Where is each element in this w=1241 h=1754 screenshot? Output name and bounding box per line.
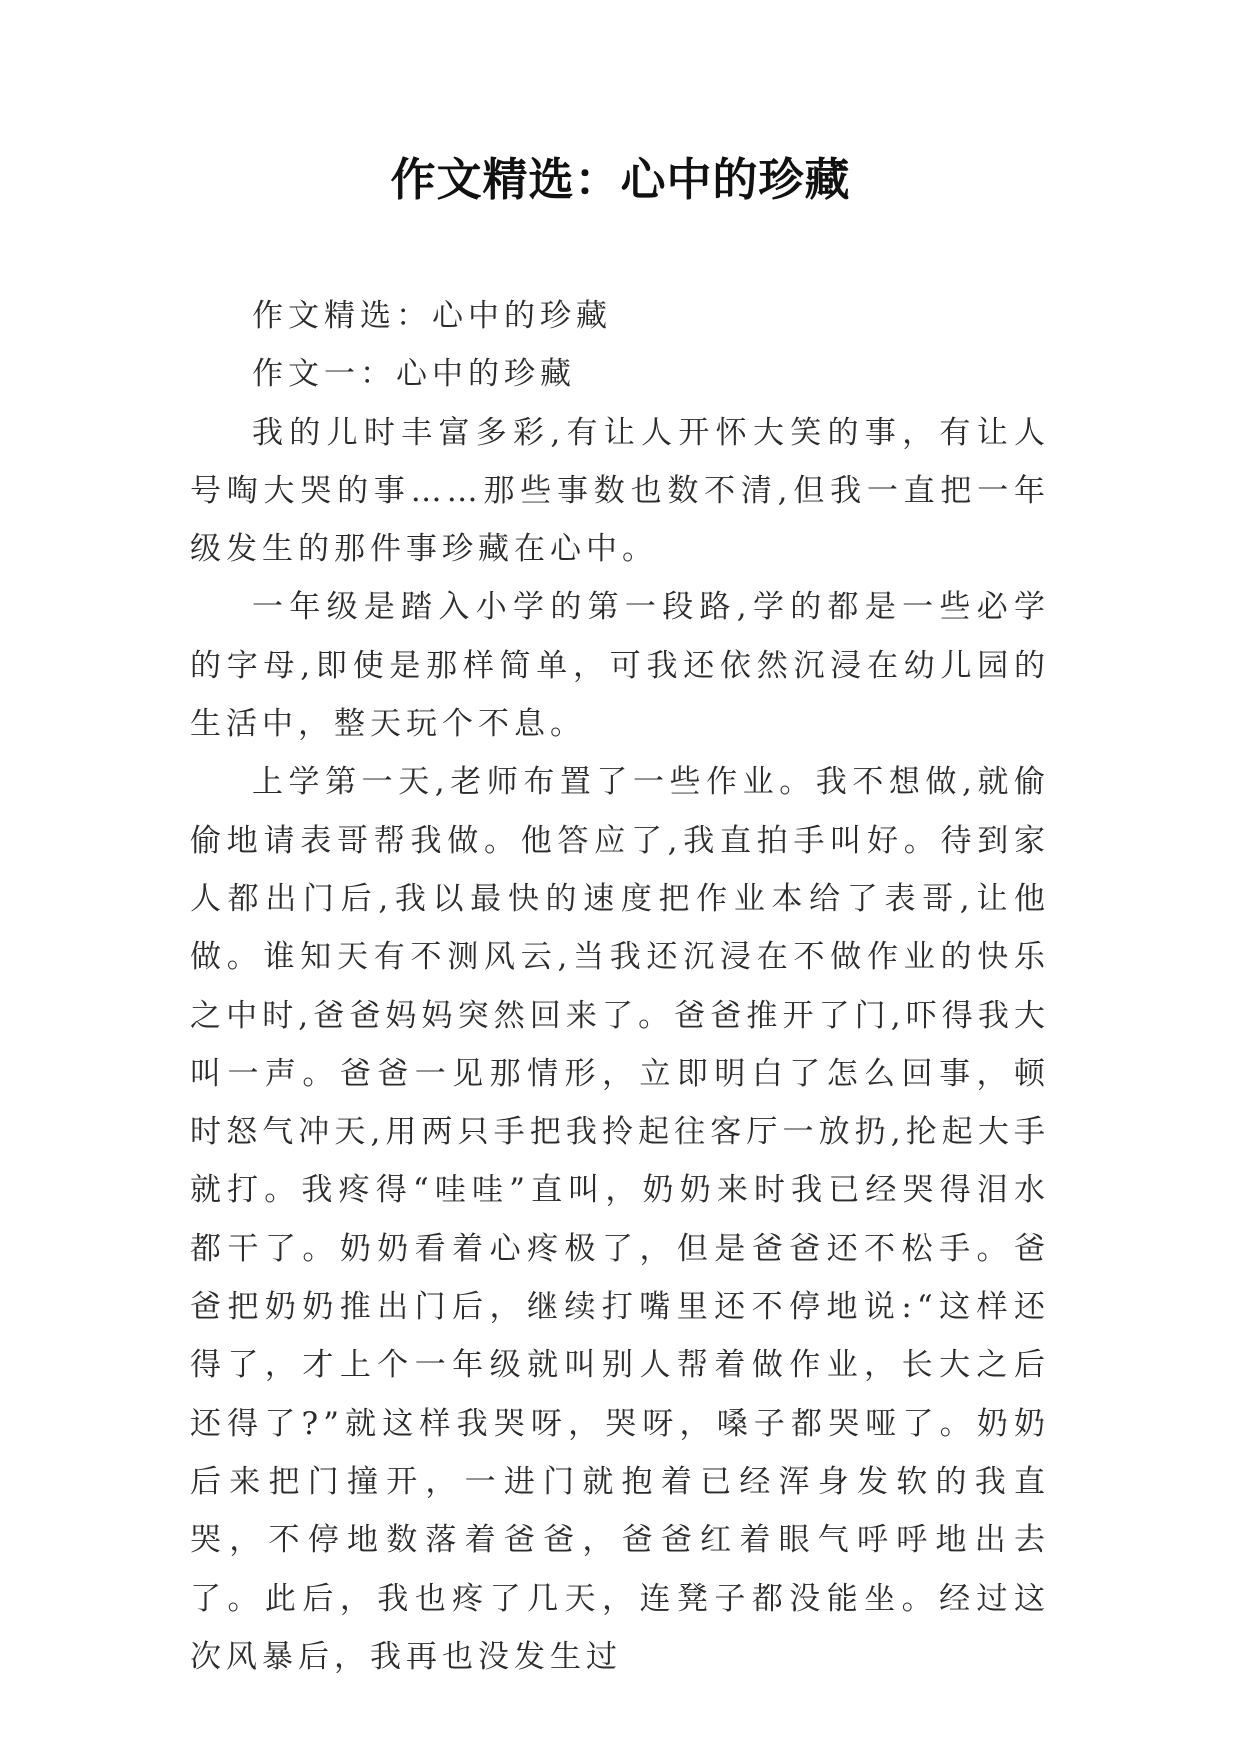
document-title: 作文精选：心中的珍藏 <box>390 153 851 206</box>
document-body <box>190 287 1050 1686</box>
paragraph-first-grade: 一年级是踏入小学的第一段路,学的都是一些必学的字母,即使是那样简单，可我还依然沉浸在幼儿园的生活中，整天玩个不息。 <box>190 589 1050 743</box>
paragraph-heading-repeat: 作文精选：心中的珍藏 <box>252 298 612 334</box>
paragraph-essay-one-title: 作文一：心中的珍藏 <box>252 356 576 393</box>
paragraph-homework-story: 上学第一天,老师布置了一些作业。我不想做,就偷偷地请表哥帮我做。他答应了,我直拍手叫好。待到家人都出门后,我以最快的速度把作业本给了表哥,让他做。谁知天有不测风云,当我还沉浸在不做作业的快乐之中时,爸爸妈妈突然回来了。爸爸推开了门,吓得我大叫一声。爸爸一见那情形，立即明白了怎么回事，顿时怒气冲天,用两只手把我拎起往客厅一放扔,抡起大手就打。我疼得“哇哇”直叫，奶奶来时我已经哭得泪水都干了。奶奶看着心疼极了，但是爸爸还不松手。爸爸把奶奶推出门后，继续打嘴里还不停地说:“这样还得了，才上个一年级就叫别人帮着做作业，长大之后还得了?”就这样我哭呀，哭呀，嗓子都哭哑了。奶奶后来把门撞开，一进门就抱着已经浑身发软的我直哭，不停地数落着爸爸，爸爸红着眼气呼呼地出去了。此后，我也疼了几天，连凳子都没能坐。经过这次风暴后，我再也没发生过 <box>190 764 1050 1675</box>
paragraph-childhood-intro: 我的儿时丰富多彩,有让人开怀大笑的事，有让人号啕大哭的事……那些事数也数不清,但我一直把一年级发生的那件事珍藏在心中。 <box>190 414 1050 568</box>
